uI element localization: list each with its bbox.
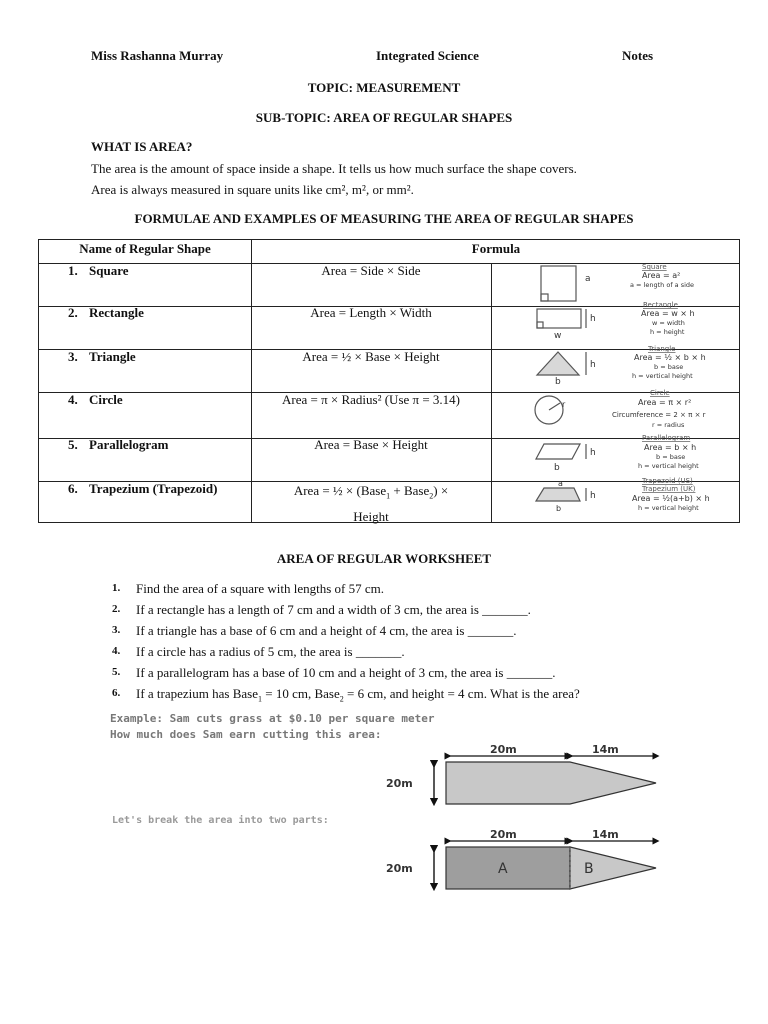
svg-text:r: r: [562, 400, 566, 409]
trapezium-formula-part-d: Height: [353, 508, 389, 524]
table-row-circle-formula: Area = π × Radius² (Use π = 3.14): [281, 392, 460, 407]
svg-text:b: b: [554, 463, 560, 473]
svg-text:14m: 14m: [592, 743, 619, 756]
svg-text:Area = a²: Area = a²: [642, 271, 681, 280]
question-number: 1.: [112, 582, 121, 594]
table-row-triangle-formula: Area = ½ × Base × Height: [302, 349, 440, 364]
question-number: 5.: [112, 666, 121, 678]
rectangle-illustration: [537, 301, 695, 341]
table-row-parallelogram-num: 5.: [68, 437, 78, 452]
table-row-square-num: 1.: [68, 263, 78, 278]
question-text: If a rectangle has a length of 7 cm and a width of 3 cm, the area is _______.: [136, 602, 531, 617]
svg-text:Area = w × h: Area = w × h: [641, 309, 695, 318]
svg-text:b: b: [556, 504, 562, 513]
question-number: 2.: [112, 603, 121, 615]
svg-text:Triangle: Triangle: [648, 345, 676, 353]
formulae-heading: FORMULAE AND EXAMPLES OF MEASURING THE AREA OF REGULAR SHAPES: [134, 211, 634, 226]
table-row-trapezium-name: Trapezium (Trapezoid): [89, 481, 218, 496]
shape-illustrations: [492, 263, 740, 523]
area-definition-line2: Area is always measured in square units like cm², m², or mm².: [91, 182, 414, 197]
svg-text:b: b: [555, 377, 561, 387]
table-row-parallelogram-name: Parallelogram: [89, 437, 169, 452]
svg-text:Circle: Circle: [650, 389, 670, 397]
svg-text:20m: 20m: [490, 828, 517, 841]
svg-text:A: A: [498, 861, 508, 877]
svg-text:h: h: [590, 314, 596, 324]
svg-text:14m: 14m: [592, 828, 619, 841]
table-row-rectangle-formula: Area = Length × Width: [310, 305, 432, 320]
trapezium-formula-part-c: ) ×: [433, 483, 449, 498]
example-diagram-1: [380, 742, 670, 810]
svg-text:Rectangle: Rectangle: [643, 301, 678, 309]
table-row-circle-num: 4.: [68, 392, 78, 407]
svg-text:a: a: [558, 479, 563, 488]
example-diagram-2: [380, 828, 670, 894]
table-row-parallelogram-formula: Area = Base × Height: [314, 437, 428, 452]
question-number: 4.: [112, 645, 121, 657]
svg-text:Parallelogram: Parallelogram: [642, 434, 691, 442]
svg-text:20m: 20m: [386, 777, 413, 790]
svg-text:b = base: b = base: [654, 363, 684, 371]
svg-text:Area = b × h: Area = b × h: [644, 443, 697, 452]
table-row-square-formula: Area = Side × Side: [321, 263, 421, 278]
svg-text:h = vertical height: h = vertical height: [638, 504, 699, 512]
subject-name: Integrated Science: [376, 48, 479, 63]
svg-text:h: h: [590, 360, 596, 370]
area-definition-line1: The area is the amount of space inside a shape. It tells us how much surface the shape covers.: [91, 161, 577, 176]
svg-text:h: h: [590, 448, 596, 458]
circle-illustration: [535, 389, 706, 429]
square-illustration: [541, 263, 694, 301]
svg-text:w = width: w = width: [652, 319, 685, 327]
svg-text:b = base: b = base: [656, 453, 686, 461]
trapezium-formula-part-b: + Base: [390, 483, 430, 498]
table-row-triangle-name: Triangle: [89, 349, 136, 364]
svg-text:a: a: [585, 274, 591, 284]
svg-text:h = height: h = height: [650, 328, 685, 336]
what-is-area-heading: WHAT IS AREA?: [91, 139, 193, 154]
svg-text:a = length of a side: a = length of a side: [630, 281, 695, 289]
parallelogram-illustration: [536, 434, 699, 473]
svg-text:h: h: [590, 491, 596, 501]
table-row-rectangle-name: Rectangle: [89, 305, 144, 320]
question-number: 3.: [112, 624, 121, 636]
subtopic-title: SUB-TOPIC: AREA OF REGULAR SHAPES: [255, 110, 513, 125]
table-row-square-name: Square: [89, 263, 129, 278]
triangle-illustration: [537, 345, 706, 387]
example-line1: Example: Sam cuts grass at $0.10 per square meter: [110, 712, 435, 725]
table-row-rectangle-num: 2.: [68, 305, 78, 320]
question-text: If a triangle has a base of 6 cm and a height of 4 cm, the area is _______.: [136, 623, 517, 638]
worksheet-heading: AREA OF REGULAR WORKSHEET: [276, 551, 492, 566]
break-line: Let's break the area into two parts:: [112, 815, 329, 826]
table-row-trapezium-formula: [252, 481, 490, 527]
svg-text:w: w: [554, 331, 562, 341]
question-text: Find the area of a square with lengths of 57 cm.: [136, 581, 385, 596]
question-text: If a trapezium has Base$_1$ = 10 cm, Base$_2$ = 6 cm, and height = 4 cm. What is the area?: [136, 686, 580, 704]
svg-text:Area = ½ × b × h: Area = ½ × b × h: [634, 353, 706, 362]
svg-text:Square: Square: [642, 263, 667, 271]
svg-text:r = radius: r = radius: [652, 421, 685, 429]
table-row-trapezium-num: 6.: [68, 481, 78, 496]
trapezium-formula-part-a: Area = ½ × (Base: [293, 483, 387, 498]
svg-text:Trapezium (UK): Trapezium (UK): [642, 485, 696, 493]
trapezium-formula-sub1: 1: [386, 491, 391, 501]
example-line2: How much does Sam earn cutting this area:: [110, 728, 382, 741]
svg-text:Area = π × r²: Area = π × r²: [638, 398, 692, 407]
question-text: If a circle has a radius of 5 cm, the area is _______.: [136, 644, 405, 659]
trapezoid-illustration: [536, 477, 710, 513]
svg-text:Circumference = 2 × π × r: Circumference = 2 × π × r: [612, 411, 706, 419]
svg-text:20m: 20m: [386, 862, 413, 875]
question-text: If a parallelogram has a base of 10 cm and a height of 3 cm, the area is _______.: [136, 665, 556, 680]
table-row-circle-name: Circle: [89, 392, 123, 407]
svg-text:Trapezoid (US): Trapezoid (US): [642, 477, 693, 485]
svg-text:h = vertical height: h = vertical height: [632, 372, 693, 380]
svg-text:20m: 20m: [490, 743, 517, 756]
svg-text:Area = ½(a+b) × h: Area = ½(a+b) × h: [632, 494, 710, 503]
doc-type: Notes: [622, 48, 654, 63]
author-name: Miss Rashanna Murray: [91, 48, 224, 63]
table-row-triangle-num: 3.: [68, 349, 78, 364]
question-number: 6.: [112, 687, 121, 699]
column-header-formula: Formula: [471, 241, 521, 256]
svg-text:h = vertical height: h = vertical height: [638, 462, 699, 470]
column-header-name: Name of Regular Shape: [79, 241, 211, 256]
svg-text:B: B: [584, 861, 594, 877]
trapezium-formula-sub2: 2: [429, 491, 434, 501]
formula-table: [38, 239, 740, 523]
topic-title: TOPIC: MEASUREMENT: [307, 80, 461, 95]
